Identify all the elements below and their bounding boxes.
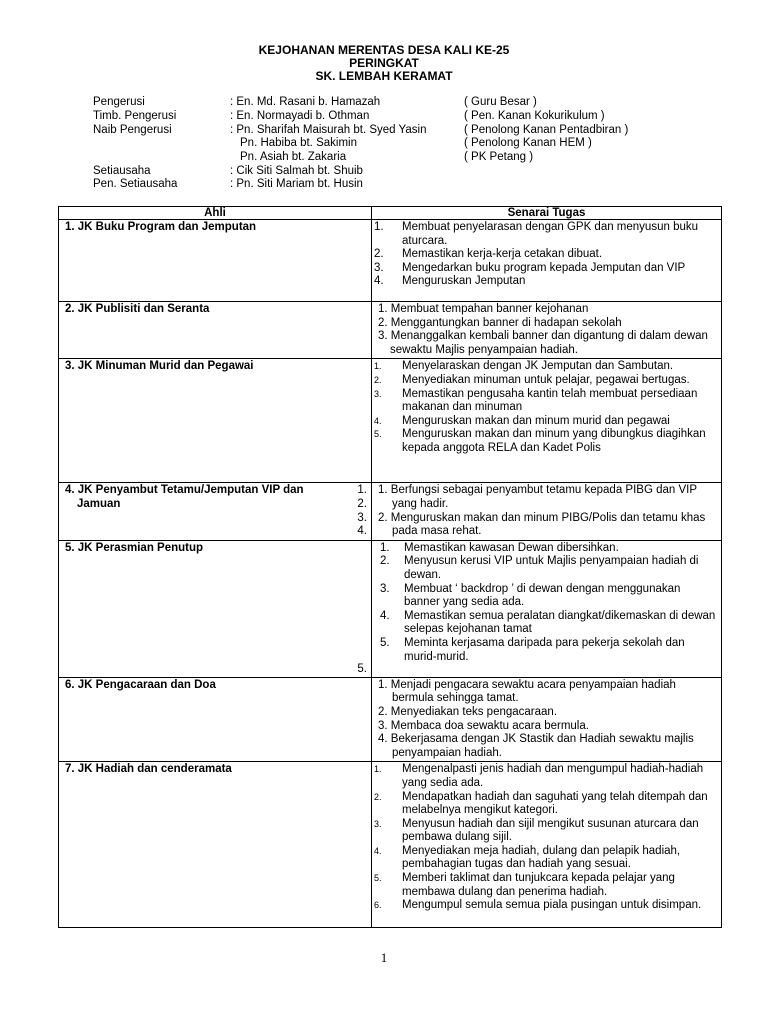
task-number: 1. [374,764,382,775]
task-number: 3. [374,388,382,399]
task-item [372,221,717,248]
ahli-number: 5. [357,663,367,676]
task-number: 1. [374,221,384,233]
task-number: 2. [380,555,390,568]
committee-role: Naib Pengerusi [93,124,172,136]
task-text: Memastikan kerja-kerja cetakan dibuat. [402,248,603,261]
column-header-senarai-tugas: Senarai Tugas [372,207,722,220]
committee-role: Timb. Pengerusi [93,110,177,122]
task-text: Memastikan pengusaha kantin telah membuat persediaan makanan dan minuman [402,387,698,414]
duty-table [58,206,722,928]
task-text: Menguruskan Jemputan [402,275,526,288]
task-number: 5. [374,873,382,884]
task-number: 4. [374,275,384,288]
task-item: 3. Membaca doa sewaktu acara bermula. [378,719,589,732]
task-number: 5. [380,636,390,649]
committee-role: Setiausaha [93,165,151,177]
committee-position: ( Penolong Kanan HEM ) [464,137,592,149]
task-text: Menyediakan meja hadiah, dulang dan pelapik hadiah, pembahagian tugas dan hadiah yang sesuai. [402,844,681,871]
ahli-numbers [357,484,367,538]
task-text: Mendapatkan hadiah dan saguhati yang telah ditempah dan melabelnya mengikut kategori. [402,790,708,817]
task-item [372,275,717,289]
task-item [372,791,717,818]
committee-title: 6. JK Pengacaraan dan Doa [65,678,216,691]
task-item [372,637,717,664]
task-text: Membuat penyelarasan dengan GPK dan menyusun buku aturcara. [402,221,699,247]
committee-cell [59,359,372,483]
committee-title: 2. JK Publisiti dan Seranta [65,303,210,315]
tasks-cell [372,677,722,762]
committee-title: 3. JK Minuman Murid dan Pegawai [65,360,254,373]
task-text: Memastikan kawasan Dewan dibersihkan. [404,541,619,554]
task-item [372,555,717,582]
task-number: 1. [380,541,390,554]
ahli-number: 1. [357,484,367,497]
task-number: 4. [380,609,390,622]
task-text: Menyediakan minuman untuk pelajar, pegawai bertugas. [402,373,690,386]
task-number: 3. [374,818,382,829]
task-text: Membuat ‘ backdrop ’ di dewan dengan menggunakan banner yang sedia ada. [404,582,681,609]
task-text: Menyusun hadiah dan sijil mengikut susunan aturcara dan pembawa dulang sijil. [402,817,699,844]
committee-role: Pengerusi [93,96,145,108]
task-item [372,415,717,429]
committee-position: ( Penolong Kanan Pentadbiran ) [464,124,629,136]
task-text: Mengumpul semula semua piala pusingan untuk disimpan. [402,899,702,912]
table-row [59,220,722,302]
task-item [372,610,717,637]
task-item: 2. Menyediakan teks pengacaraan. [378,705,558,718]
task-item [372,583,717,610]
committee-cell [59,483,372,540]
tasks-cell [372,359,722,483]
task-text: Meminta kerjasama daripada para pekerja sekolah dan murid-murid. [404,636,685,663]
task-text: Memberi taklimat dan tunjukcara kepada pelajar yang membawa dulang dan penerima hadiah. [402,872,675,898]
committee-name: : En. Normayadi b. Othman [230,110,370,122]
task-item: 1. Berfungsi sebagai penyambut tetamu kepada PIBG dan VIP yang hadir. [378,484,697,510]
table-row [59,483,722,540]
ahli-number: 4. [357,525,367,538]
tasks-cell [372,483,722,540]
tasks-cell [372,540,722,677]
table-row [59,540,722,677]
ahli-number: 3. [357,511,367,524]
task-item [372,248,717,262]
task-number: 3. [374,261,384,274]
task-number: 3. [380,582,390,595]
task-item: 1. Membuat tempahan banner kejohanan [378,303,589,315]
task-text: Menyelaraskan dengan JK Jemputan dan Sambutan. [402,360,674,373]
committee-cell [59,302,372,359]
task-item: 2. Menguruskan makan dan minum PIBG/Polis dan tetamu khas pada masa rehat. [378,511,706,538]
task-number: 6. [374,900,382,911]
committee-position: ( Guru Besar ) [464,96,537,108]
committee-name: : Cik Siti Salmah bt. Shuib [230,165,363,177]
committee-cell [59,677,372,762]
task-number: 2. [374,791,382,802]
task-text: Memastikan semua peralatan diangkat/dikemaskan di dewan selepas kejohanan tamat [404,609,716,636]
task-item [372,763,717,790]
task-number: 5. [374,429,382,440]
task-text: Mengedarkan buku program kepada Jemputan dan VIP [402,261,686,274]
task-item [372,374,717,388]
task-number: 2. [374,374,382,385]
committee-cell [59,220,372,302]
committee-cell [59,762,372,928]
committee-title: 7. JK Hadiah dan cenderamata [65,763,232,776]
page-number: 1 [380,950,388,965]
task-item [372,542,717,556]
table-header-row [59,207,722,220]
task-item [372,428,717,455]
task-item: 3. Menanggalkan kembali banner dan digantung di dalam dewan sewaktu Majlis penyampaian hadiah. [378,330,708,356]
table-row [59,677,722,762]
committee-name: Pn. Habiba bt. Sakimin [240,137,357,149]
committee-position: ( Pen. Kanan Kokurikulum ) [464,110,605,122]
task-number: 4. [374,415,382,426]
task-item: 2. Menggantungkan banner di hadapan sekolah [378,316,622,329]
committee-name: Pn. Asiah bt. Zakaria [240,151,347,163]
task-text: Mengenalpasti jenis hadiah dan mengumpul hadiah-hadiah yang sedia ada. [402,763,704,789]
committee-title: 5. JK Perasmian Penutup [65,541,204,554]
task-item [372,360,717,374]
document-subtitle: PERINGKAT [349,56,419,70]
ahli-number: 2. [357,497,367,510]
table-row [59,302,722,359]
task-number: 4. [374,845,382,856]
task-text: Menguruskan makan dan minum yang dibungkus diagihkan kepada anggota RELA dan Kadet Polis [402,428,706,454]
tasks-cell [372,762,722,928]
task-item: 1. Menjadi pengacara sewaktu acara penyampaian hadiah bermula sehingga tamat. [378,678,676,705]
tasks-cell [372,302,722,359]
document-title: KEJOHANAN MERENTAS DESA KALI KE-25 [258,43,510,57]
task-item [372,262,717,276]
committee-title: 4. JK Penyambut Tetamu/Jemputan VIP dan Jamuan [65,484,304,510]
task-item: 4. Bekerjasama dengan JK Stastik dan Hadiah sewaktu majlis penyampaian hadiah. [378,733,694,759]
tasks-cell [372,220,722,302]
committee-name: : En. Md. Rasani b. Hamazah [230,96,381,108]
school-name: SK. LEMBAH KERAMAT [315,69,453,83]
task-item [372,845,717,872]
table-row [59,359,722,483]
table-row [59,762,722,928]
task-number: 1. [374,361,382,372]
task-text: Menyusun kerusi VIP untuk Majlis penyampaian hadiah di dewan. [404,555,699,581]
committee-cell [59,540,372,677]
committee-name: : Pn. Siti Mariam bt. Husin [230,178,363,190]
task-item [372,899,717,913]
task-number: 2. [374,248,384,261]
task-text: Menguruskan makan dan minum murid dan pegawai [402,414,670,427]
committee-name: : Pn. Sharifah Maisurah bt. Syed Yasin [230,124,427,136]
committee-role: Pen. Setiausaha [93,178,178,190]
committee-position: ( PK Petang ) [464,151,534,163]
task-item [372,388,717,415]
column-header-ahli: Ahli [59,207,372,220]
committee-title: 1. JK Buku Program dan Jemputan [65,221,257,233]
task-item [372,872,717,899]
task-item [372,818,717,845]
